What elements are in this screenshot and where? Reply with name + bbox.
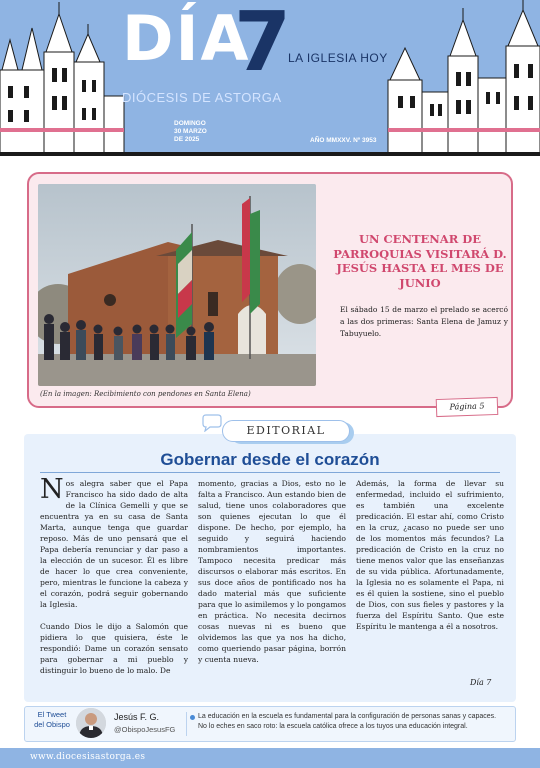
speech-bubble-icon bbox=[200, 414, 224, 432]
editorial-column-2 bbox=[198, 478, 346, 676]
editorial-paragraph: momento, gracias a Dios, esto no le falta a Francisco. Aun estando bien de salud, tiene unos colaboradores que son quienes ejecutan lo que él dispone. De hecho, por ejemplo, ha seguido y seguirá haciendo nombramientos importantes. Tampoco necesita predicar más discursos o elaborar más escritos. En sus doce años de pontificado nos ha dado material más que suficiente para que lo asimilemos y lo pongamos en práctica. No necesita decirnos cosas nuevas ni es bueno que olvidemos las que ya nos ha dicho, como queriendo pasar página, borrón y cuenta nueva. bbox=[198, 479, 346, 664]
editorial-paragraph: Nos alegra saber que el Papa Francisco ha sido dado de alta de la Clínica Gemelli y que se encuentra ya en su casa de Santa Marta, aunque tenga que guardar reposo. Más de uno pensará que el Papa debería renunciar y dar paso a la elección de un sucesor. Él es libre de hacer lo que crea conveniente, pero, mientras le funcione la cabeza y el corazón, podrá seguir gobernando la Iglesia. bbox=[40, 474, 188, 609]
page-reference-tag[interactable]: Página 5 bbox=[436, 397, 499, 417]
feature-photo bbox=[38, 184, 316, 386]
editorial-paragraph: Cuando Dios le dijo a Salomón que pidiera lo que quisiera, éste le respondió: Dame un corazón sensato para gobernar a mi pueblo y distinguir lo bueno de lo malo. De bbox=[40, 622, 188, 675]
tweet-section-label: El Tweet del Obispo bbox=[34, 710, 70, 729]
brand-title: DÍA bbox=[122, 2, 251, 75]
editorial-label: EDITORIAL bbox=[222, 420, 350, 442]
brand-number: 7 bbox=[234, 0, 292, 90]
tweet-text: La educación en la escuela es fundamental para la configuración de personas sanas y capaces. No lo eches en saco roto: la escuela católica ofrece a los tuyos una educación integral. bbox=[198, 713, 497, 730]
tweet-divider bbox=[186, 712, 187, 736]
avatar[interactable] bbox=[76, 708, 106, 738]
footer-website-link[interactable]: www.diocesisastorga.es bbox=[30, 752, 146, 762]
feature-summary: El sábado 15 de marzo el prelado se acercó a las dos primeras: Santa Elena de Jamuz y Tabuyuelo. bbox=[340, 305, 508, 338]
editorial-signature: Día 7 bbox=[470, 678, 492, 687]
drop-cap: N bbox=[40, 474, 64, 505]
tweet-author-handle[interactable]: @ObispoJesusFG bbox=[114, 725, 176, 734]
editorial-column-1 bbox=[40, 474, 188, 687]
feature-headline[interactable]: UN CENTENAR DE PARROQUIAS VISITARÁ D. JESÚS HASTA EL MES DE JUNIO bbox=[333, 232, 507, 290]
diocese-name: DIÓCESIS DE ASTORGA bbox=[122, 90, 282, 105]
masthead-logo bbox=[122, 0, 422, 108]
bullet-icon bbox=[190, 715, 195, 720]
editorial-title: Gobernar desde el corazón bbox=[160, 450, 380, 469]
issue-number: AÑO MMXXV. Nº 3953 bbox=[310, 137, 377, 144]
brand-tagline: LA IGLESIA HOY bbox=[288, 51, 388, 65]
header-divider bbox=[0, 152, 540, 156]
tweet-author-name[interactable]: Jesús F. G. bbox=[114, 712, 160, 722]
issue-date: DOMINGO 30 MARZO DE 2025 bbox=[174, 120, 207, 143]
editorial-paragraph: Además, la forma de llevar su enfermedad, incluido el sufrimiento, es también una excelente predicación. El estar ahí, como Cristo en la cruz, ¿acaso no puede ser uno de los momentos más fecundos? La predicación de Cristo en la cruz no tiene menos valor que las enseñanzas de su vida pública. Afortunadamente, la Iglesia no es solamente el Papa, ni es él quien la sostiene, sino el pueblo de Dios, con sus fieles y pastores y la fuerza del Espíritu Santo. Que este Espíritu le mantenga a él a nosotros. bbox=[356, 479, 504, 631]
masthead-header bbox=[0, 0, 540, 156]
editorial-column-3 bbox=[356, 478, 504, 643]
photo-caption: (En la imagen: Recibimiento con pendones en Santa Elena) bbox=[40, 390, 251, 398]
editorial-title-underline bbox=[40, 472, 500, 473]
